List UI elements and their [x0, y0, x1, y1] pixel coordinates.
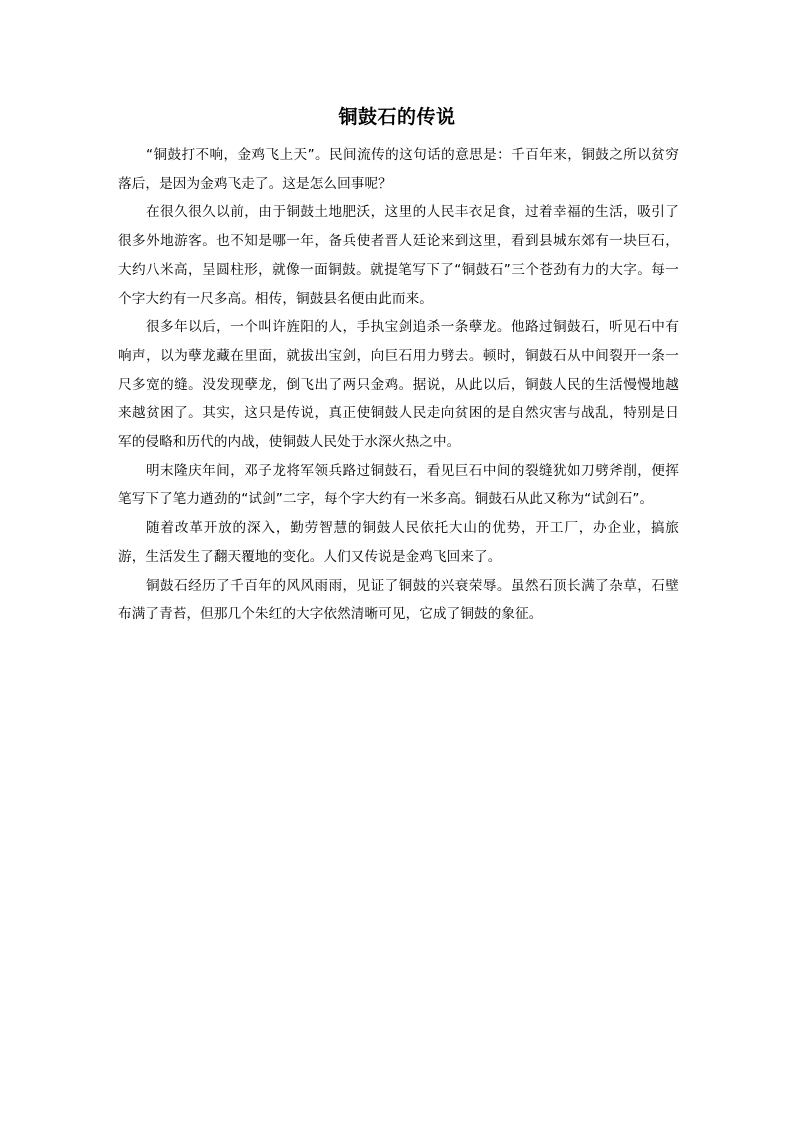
document-title: 铜鼓石的传说	[338, 106, 456, 128]
paragraph-2: 在很久很久以前，由于铜鼓土地肥沃，这里的人民丰衣足食，过着幸福的生活，吸引了很多外地游客。也不知是哪一年，备兵使者晋人廷论来到这里，看到县城东郊有一块巨石，大约八米高，呈圆柱形，就像一面铜鼓。就提笔写下了“铜鼓石”三个苍劲有力的大字。每一个字大约有一尺多高。相传，铜鼓县名便由此而来。	[118, 204, 679, 307]
paragraph-5: 随着改革开放的深入，勤劳智慧的铜鼓人民依托大山的优势，开工厂，办企业，搞旅游，生活发生了翻天覆地的变化。人们又传说是金鸡飞回来了。	[118, 520, 679, 565]
paragraph-4: 明末隆庆年间，邓子龙将军领兵路过铜鼓石，看见巨石中间的裂缝犹如刀劈斧削，便挥笔写下了笔力遒劲的“试剑”二字，每个字大约有一米多高。铜鼓石从此又称为“试剑石”。	[118, 462, 679, 508]
paragraph-6: 铜鼓石经历了千百年的风风雨雨，见证了铜鼓的兴衰荣辱。虽然石顶长满了杂草，石壁布满了青苔，但那几个朱红的大字依然清晰可见，它成了铜鼓的象征。	[118, 577, 679, 623]
paragraph-3: 很多年以后，一个叫许旌阳的人，手执宝剑追杀一条孽龙。他路过铜鼓石，听见石中有响声，以为孽龙藏在里面，就拔出宝剑，向巨石用力劈去。顿时，铜鼓石从中间裂开一条一尺多宽的缝。没发现孽龙，倒飞出了两只金鸡。据说，从此以后，铜鼓人民的生活慢慢地越来越贫困了。其实，这只是传说，真正使铜鼓人民走向贫困的是自然灾害与战乱，特别是日军的侵略和历代的内战，使铜鼓人民处于水深火热之中。	[118, 319, 679, 451]
document-body	[118, 141, 679, 629]
paragraph-1: “铜鼓打不响，金鸡飞上天”。民间流传的这句话的意思是：千百年来，铜鼓之所以贫穷落后，是因为金鸡飞走了。这是怎么回事呢？	[118, 147, 679, 192]
